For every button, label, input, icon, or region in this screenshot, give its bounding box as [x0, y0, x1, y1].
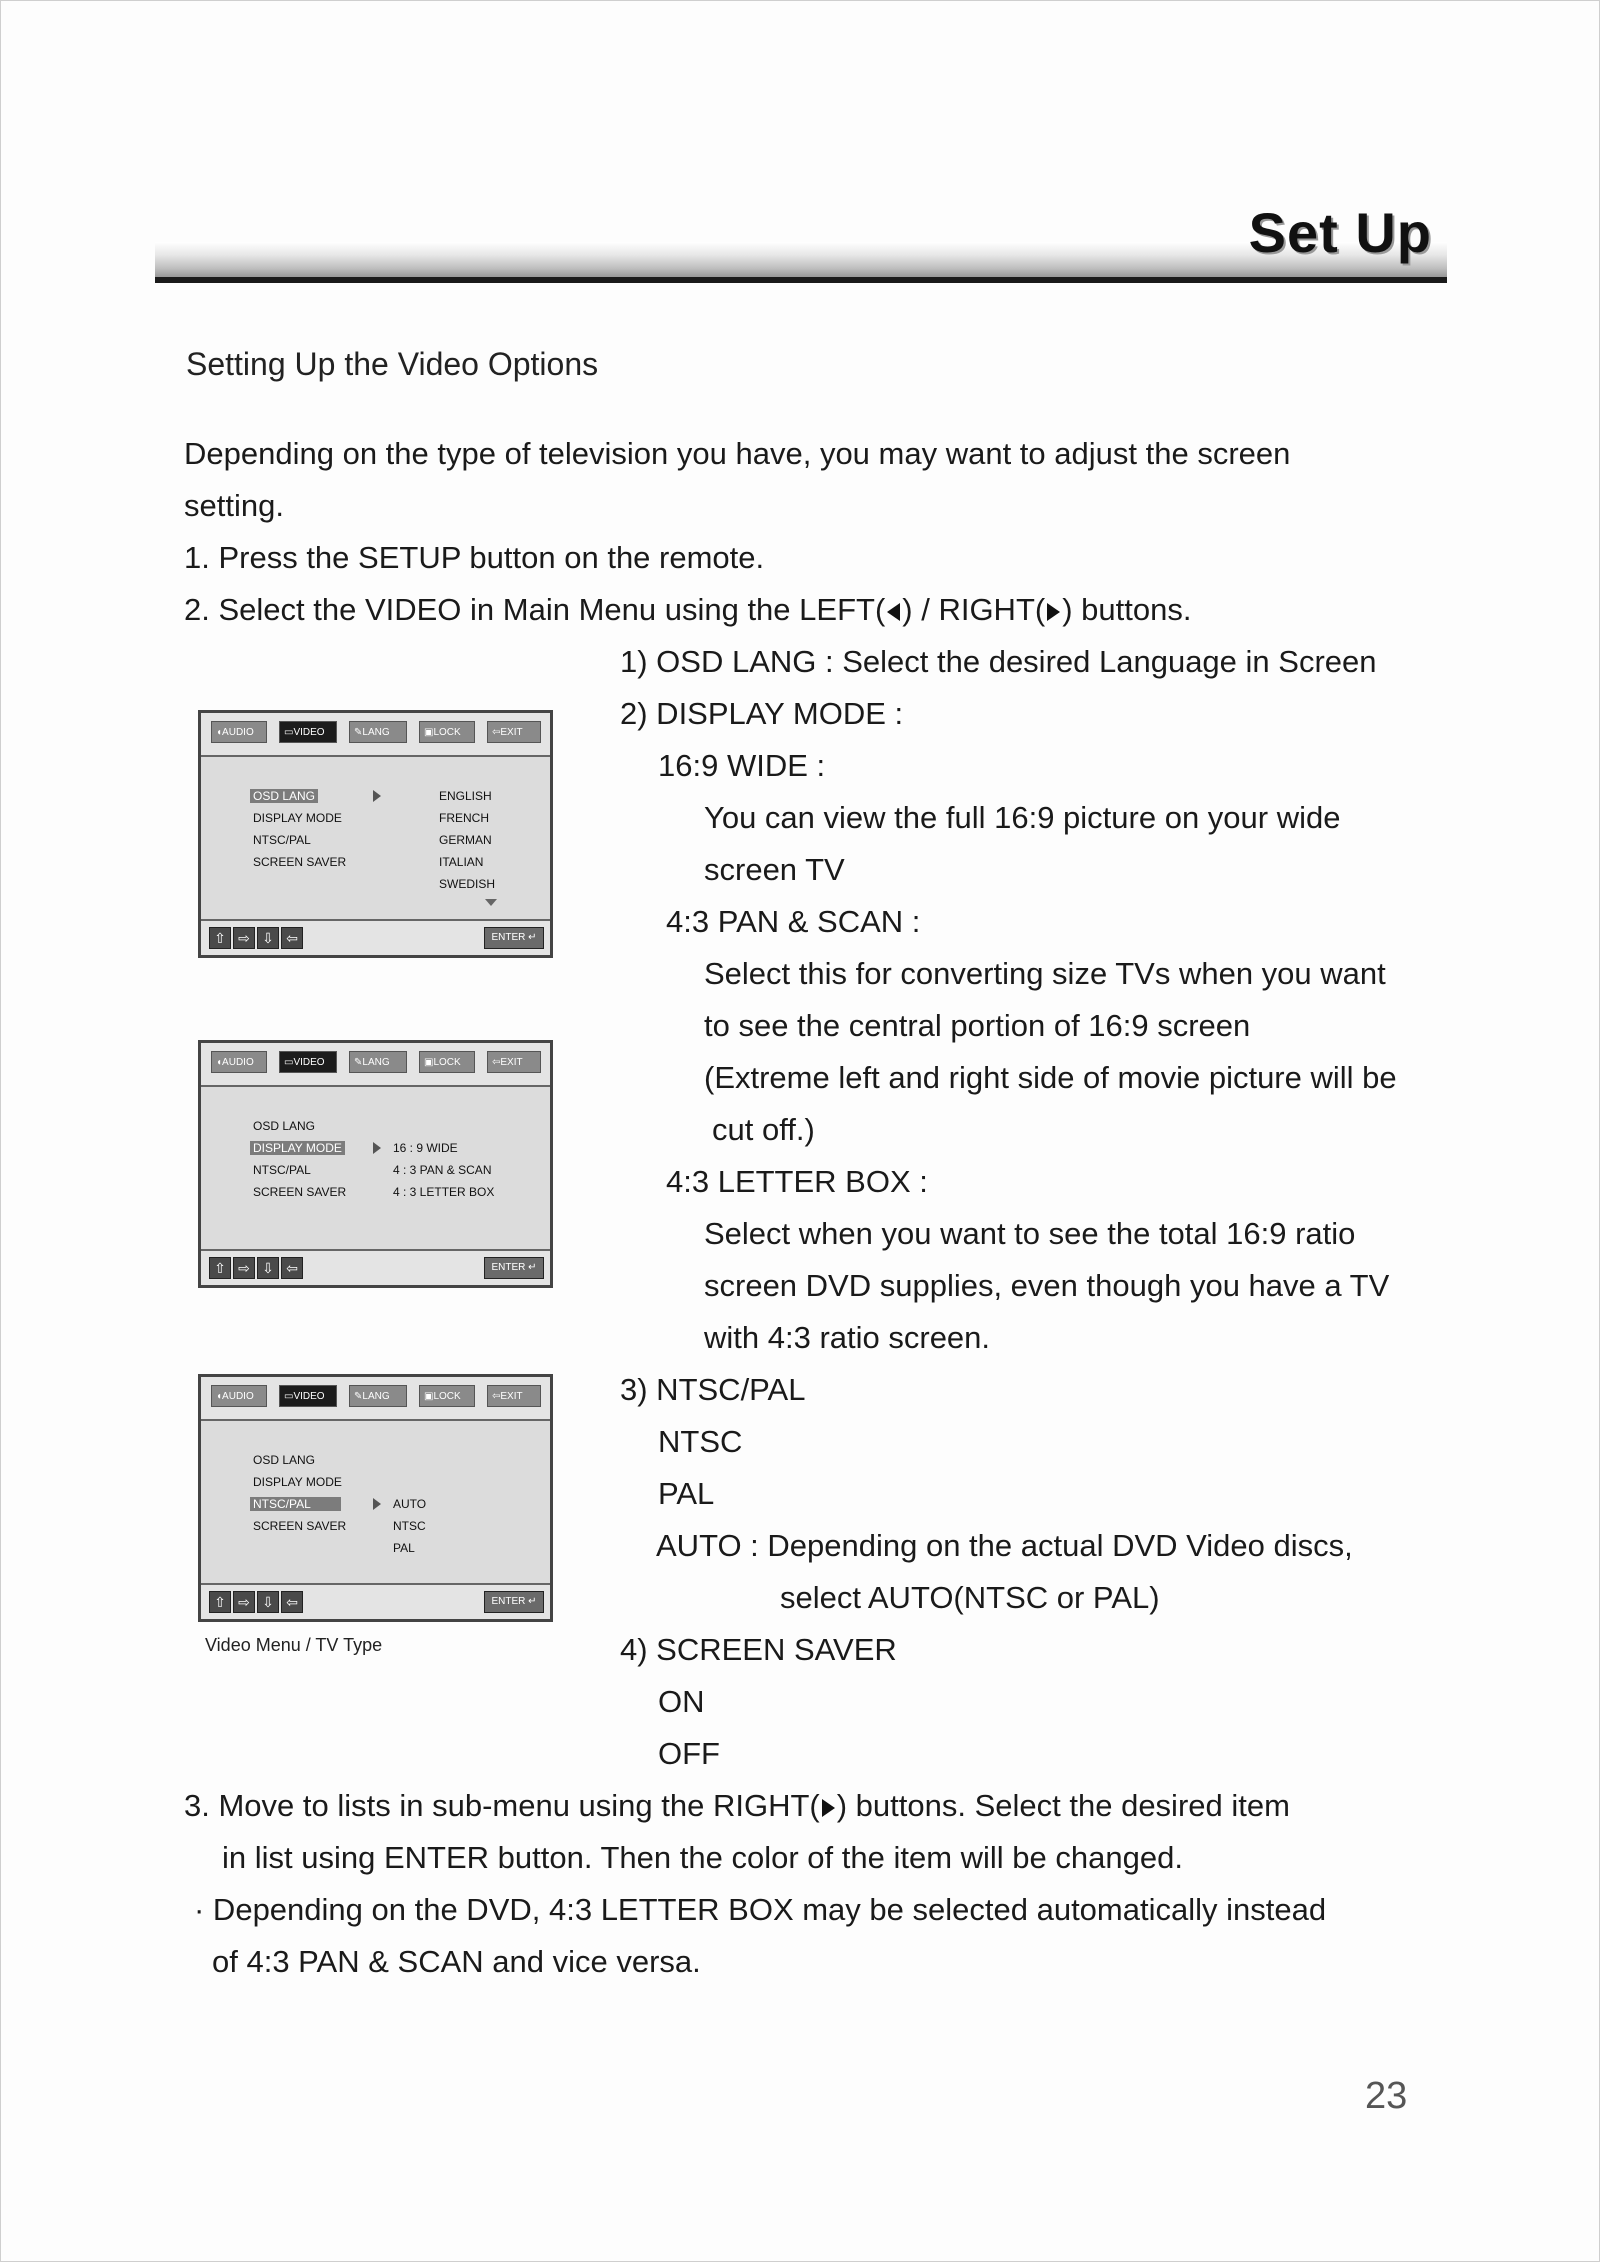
speaker-icon: ◖ — [216, 727, 223, 738]
left-arrow-icon — [887, 603, 900, 621]
right-arrow-icon — [822, 1799, 835, 1817]
osd-screen-tv-type — [198, 1374, 553, 1622]
osd-tab-video: ▭VIDEO — [279, 1051, 337, 1073]
speech-icon: ✎ — [354, 1057, 363, 1068]
option-letter-title: 4:3 LETTER BOX : — [666, 1164, 928, 1199]
option-pan-desc-3: (Extreme left and right side of movie picture will be — [704, 1060, 1397, 1095]
osd-menu-ntscpal: NTSC/PAL — [253, 833, 311, 847]
step-3-line-2: in list using ENTER button. Then the color of the item will be changed. — [222, 1840, 1183, 1875]
osd-tab-video: ▭VIDEO — [279, 1385, 337, 1407]
osd-tab-lock: ▣LOCK — [419, 1051, 475, 1073]
speech-icon: ✎ — [354, 1391, 363, 1402]
option-letter-desc-2: screen DVD supplies, even though you have a TV — [704, 1268, 1390, 1303]
option-wide-desc-2: screen TV — [704, 852, 845, 887]
up-arrow-icon: ⇧ — [209, 927, 231, 949]
exit-icon: ⇦ — [492, 1391, 501, 1402]
osd-menu-screen-saver: SCREEN SAVER — [253, 855, 347, 869]
selection-arrow-icon — [373, 790, 381, 802]
monitor-icon: ▭ — [284, 1057, 294, 1068]
up-arrow-icon: ⇧ — [209, 1257, 231, 1279]
header-rule — [155, 277, 1447, 283]
up-arrow-icon: ⇧ — [209, 1591, 231, 1613]
note-line-2: of 4:3 PAN & SCAN and vice versa. — [212, 1944, 701, 1979]
left-arrow-icon: ⇦ — [281, 927, 303, 949]
step-3-line-1: 3. Move to lists in sub-menu using the RIGHT( ) buttons. Select the desired item — [184, 1788, 1290, 1823]
step-1: 1. Press the SETUP button on the remote. — [184, 540, 765, 575]
osd-tab-exit: ⇦EXIT — [487, 721, 541, 743]
osd-option: FRENCH — [439, 811, 489, 825]
option-ntsc: NTSC — [658, 1424, 743, 1459]
speaker-icon: ◖ — [216, 1057, 223, 1068]
osd-tab-video: ▭VIDEO — [279, 721, 337, 743]
osd-tab-exit: ⇦EXIT — [487, 1051, 541, 1073]
down-arrow-icon: ⇩ — [257, 927, 279, 949]
osd-option: 4 : 3 LETTER BOX — [393, 1185, 495, 1199]
osd-option: GERMAN — [439, 833, 492, 847]
osd-menu-osd-lang: OSD LANG — [253, 1119, 316, 1133]
option-letter-desc-1: Select when you want to see the total 16:9 ratio — [704, 1216, 1356, 1251]
option-wide-desc-1: You can view the full 16:9 picture on your wide — [704, 800, 1341, 835]
osd-option: PAL — [393, 1541, 415, 1555]
osd-tab-audio: ◖AUDIO — [211, 1051, 267, 1073]
option-auto-1: AUTO : Depending on the actual DVD Video discs, — [656, 1528, 1353, 1563]
monitor-icon: ▭ — [284, 1391, 294, 1402]
selection-arrow-icon — [373, 1498, 381, 1510]
lock-icon: ▣ — [424, 727, 434, 738]
option-pal: PAL — [658, 1476, 715, 1511]
option-pan-desc-4: cut off.) — [712, 1112, 815, 1147]
left-arrow-icon: ⇦ — [281, 1257, 303, 1279]
osd-nav-bar — [201, 919, 550, 955]
right-arrow-icon: ⇨ — [233, 1591, 255, 1613]
selection-arrow-icon — [373, 1142, 381, 1154]
osd-tab-lock: ▣LOCK — [419, 721, 475, 743]
speech-icon: ✎ — [354, 727, 363, 738]
enter-icon: ENTER ↵ — [484, 927, 544, 949]
osd-menu-ntscpal: NTSC/PAL — [253, 1163, 311, 1177]
option-letter-desc-3: with 4:3 ratio screen. — [704, 1320, 991, 1355]
osd-menu-display-mode: DISPLAY MODE — [253, 1475, 342, 1489]
step-2: 2. Select the VIDEO in Main Menu using the LEFT( ) / RIGHT( ) buttons. — [184, 592, 1192, 627]
page-number: 23 — [1365, 2075, 1408, 2117]
osd-option: SWEDISH — [439, 877, 496, 891]
speaker-icon: ◖ — [216, 1391, 223, 1402]
osd-menu-osd-lang: OSD LANG — [250, 789, 318, 803]
osd-tab-audio: ◖AUDIO — [211, 1385, 267, 1407]
osd-nav-bar — [201, 1583, 550, 1619]
intro-line-1: Depending on the type of television you have, you may want to adjust the screen — [184, 436, 1291, 471]
osd-menu-display-mode: DISPLAY MODE — [253, 811, 342, 825]
option-pan-desc-2: to see the central portion of 16:9 screen — [704, 1008, 1251, 1043]
right-arrow-icon — [1047, 603, 1060, 621]
osd-tab-bar — [201, 713, 550, 757]
down-arrow-icon: ⇩ — [257, 1591, 279, 1613]
option-ntscpal: 3) NTSC/PAL — [620, 1372, 806, 1407]
osd-nav-bar — [201, 1249, 550, 1285]
option-pan-desc-1: Select this for converting size TVs when you want — [704, 956, 1386, 991]
osd-tab-lang: ✎LANG — [349, 721, 407, 743]
osd-option: AUTO — [393, 1497, 427, 1511]
scroll-down-icon — [485, 899, 497, 906]
page-title: Set Up — [1248, 201, 1432, 264]
osd-tab-exit: ⇦EXIT — [487, 1385, 541, 1407]
osd-tab-audio: ◖AUDIO — [211, 721, 267, 743]
lock-icon: ▣ — [424, 1391, 434, 1402]
option-wide-title: 16:9 WIDE : — [658, 748, 826, 783]
osd-option: ENGLISH — [439, 789, 492, 803]
osd-screen-display — [198, 1040, 553, 1288]
option-pan-title: 4:3 PAN & SCAN : — [666, 904, 921, 939]
osd-menu-screen-saver: SCREEN SAVER — [253, 1519, 347, 1533]
monitor-icon: ▭ — [284, 727, 294, 738]
osd-tab-lang: ✎LANG — [349, 1385, 407, 1407]
osd-tab-bar — [201, 1043, 550, 1087]
option-screen-saver: 4) SCREEN SAVER — [620, 1632, 897, 1667]
osd-menu-display-mode: DISPLAY MODE — [250, 1141, 345, 1155]
osd-option: NTSC — [393, 1519, 426, 1533]
osd-menu-screen-saver: SCREEN SAVER — [253, 1185, 347, 1199]
osd-tab-lock: ▣LOCK — [419, 1385, 475, 1407]
osd-option: ITALIAN — [439, 855, 484, 869]
exit-icon: ⇦ — [492, 727, 501, 738]
left-arrow-icon: ⇦ — [281, 1591, 303, 1613]
enter-icon: ENTER ↵ — [484, 1591, 544, 1613]
section-title: Setting Up the Video Options — [186, 346, 599, 382]
option-osd-lang: 1) OSD LANG : Select the desired Language in Screen — [620, 644, 1377, 679]
right-arrow-icon: ⇨ — [233, 1257, 255, 1279]
osd-tab-lang: ✎LANG — [349, 1051, 407, 1073]
osd-option: 4 : 3 PAN & SCAN — [393, 1163, 492, 1177]
intro-line-2: setting. — [184, 488, 284, 523]
osd-tab-bar — [201, 1377, 550, 1421]
osd-screen-lang — [198, 710, 553, 958]
option-off: OFF — [658, 1736, 720, 1771]
right-arrow-icon: ⇨ — [233, 927, 255, 949]
figure-caption: Video Menu / TV Type — [205, 1635, 383, 1655]
option-display-mode: 2) DISPLAY MODE : — [620, 696, 904, 731]
option-on: ON — [658, 1684, 705, 1719]
osd-option: 16 : 9 WIDE — [393, 1141, 458, 1155]
osd-menu-ntscpal: NTSC/PAL — [250, 1497, 341, 1511]
option-auto-2: select AUTO(NTSC or PAL) — [780, 1580, 1160, 1615]
note-line-1: · Depending on the DVD, 4:3 LETTER BOX may be selected automatically instead — [194, 1892, 1327, 1927]
lock-icon: ▣ — [424, 1057, 434, 1068]
down-arrow-icon: ⇩ — [257, 1257, 279, 1279]
enter-icon: ENTER ↵ — [484, 1257, 544, 1279]
osd-menu-osd-lang: OSD LANG — [253, 1453, 316, 1467]
exit-icon: ⇦ — [492, 1057, 501, 1068]
